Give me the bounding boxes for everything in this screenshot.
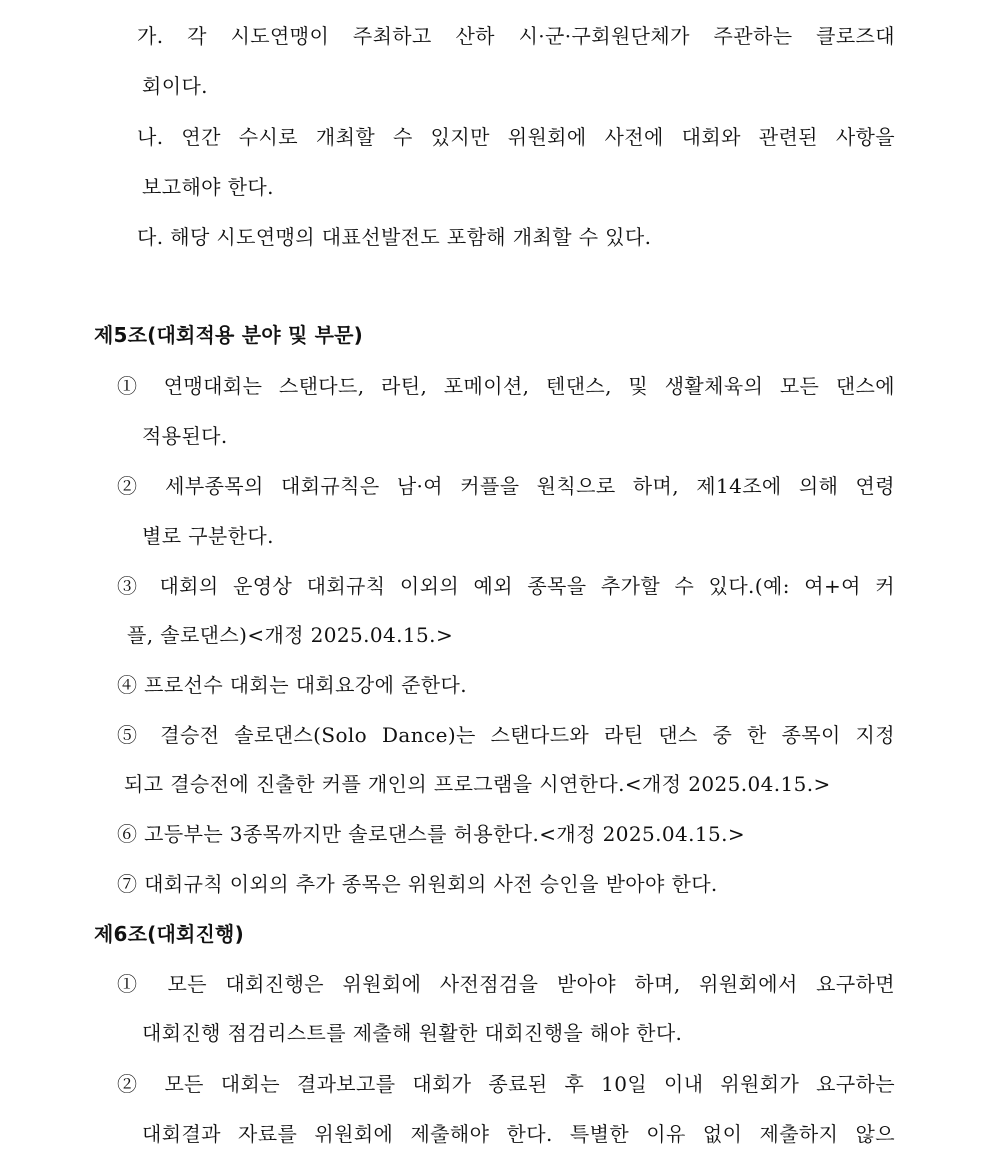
intro-item-da: 다. 해당 시도연맹의 대표선발전도 포함해 개최할 수 있다.: [137, 225, 652, 249]
article-6-item-1-line1: ① 모든 대회진행은 위원회에 사전점검을 받아야 하며, 위원회에서 요구하면: [117, 972, 895, 996]
article-5-item-1-line2: 적용된다.: [142, 424, 228, 448]
article-5-item-7: ⑦ 대회규칙 이외의 추가 종목은 위원회의 사전 승인을 받아야 한다.: [117, 872, 718, 896]
article-6-heading: 제6조(대회진행): [94, 922, 244, 946]
article-5-item-6: ⑥ 고등부는 3종목까지만 솔로댄스를 허용한다.<개정 2025.04.15.>: [117, 822, 746, 846]
intro-item-na-line1: 나. 연간 수시로 개최할 수 있지만 위원회에 사전에 대회와 관련된 사항을: [137, 125, 895, 149]
intro-item-na-line2: 보고해야 한다.: [142, 175, 274, 199]
article-6-item-1-line2: 대회진행 점검리스트를 제출해 원활한 대회진행을 해야 한다.: [142, 1021, 683, 1045]
intro-item-ga-line2: 회이다.: [142, 74, 208, 98]
article-5-item-2-line1: ② 세부종목의 대회규칙은 남·여 커플을 원칙으로 하며, 제14조에 의해 연령: [117, 474, 895, 498]
article-5-item-2-line2: 별로 구분한다.: [142, 524, 274, 548]
intro-item-ga-line1: 가. 각 시도연맹이 주최하고 산하 시·군·구회원단체가 주관하는 클로즈대: [137, 24, 895, 48]
article-5-item-5-line1: ⑤ 결승전 솔로댄스(Solo Dance)는 스탠다드와 라틴 댄스 중 한 종목이 지정: [117, 723, 895, 747]
article-5-item-3-line1: ③ 대회의 운영상 대회규칙 이외의 예외 종목을 추가할 수 있다.(예: 여+여 커: [117, 574, 895, 598]
article-6-item-2-line1: ② 모든 대회는 결과보고를 대회가 종료된 후 10일 이내 위원회가 요구하는: [117, 1072, 895, 1096]
article-5-item-4: ④ 프로선수 대회는 대회요강에 준한다.: [117, 673, 467, 697]
article-5-item-1-line1: ① 연맹대회는 스탠다드, 라틴, 포메이션, 텐댄스, 및 생활체육의 모든 댄스에: [117, 374, 895, 398]
article-5-item-3-line2: 플, 솔로댄스)<개정 2025.04.15.>: [127, 623, 454, 647]
article-5-heading: 제5조(대회적용 분야 및 부문): [94, 323, 364, 347]
article-6-item-2-line2: 대회결과 자료를 위원회에 제출해야 한다. 특별한 이유 없이 제출하지 않으: [142, 1122, 895, 1146]
article-5-item-5-line2: 되고 결승전에 진출한 커플 개인의 프로그램을 시연한다.<개정 2025.04.15.>: [124, 772, 831, 796]
